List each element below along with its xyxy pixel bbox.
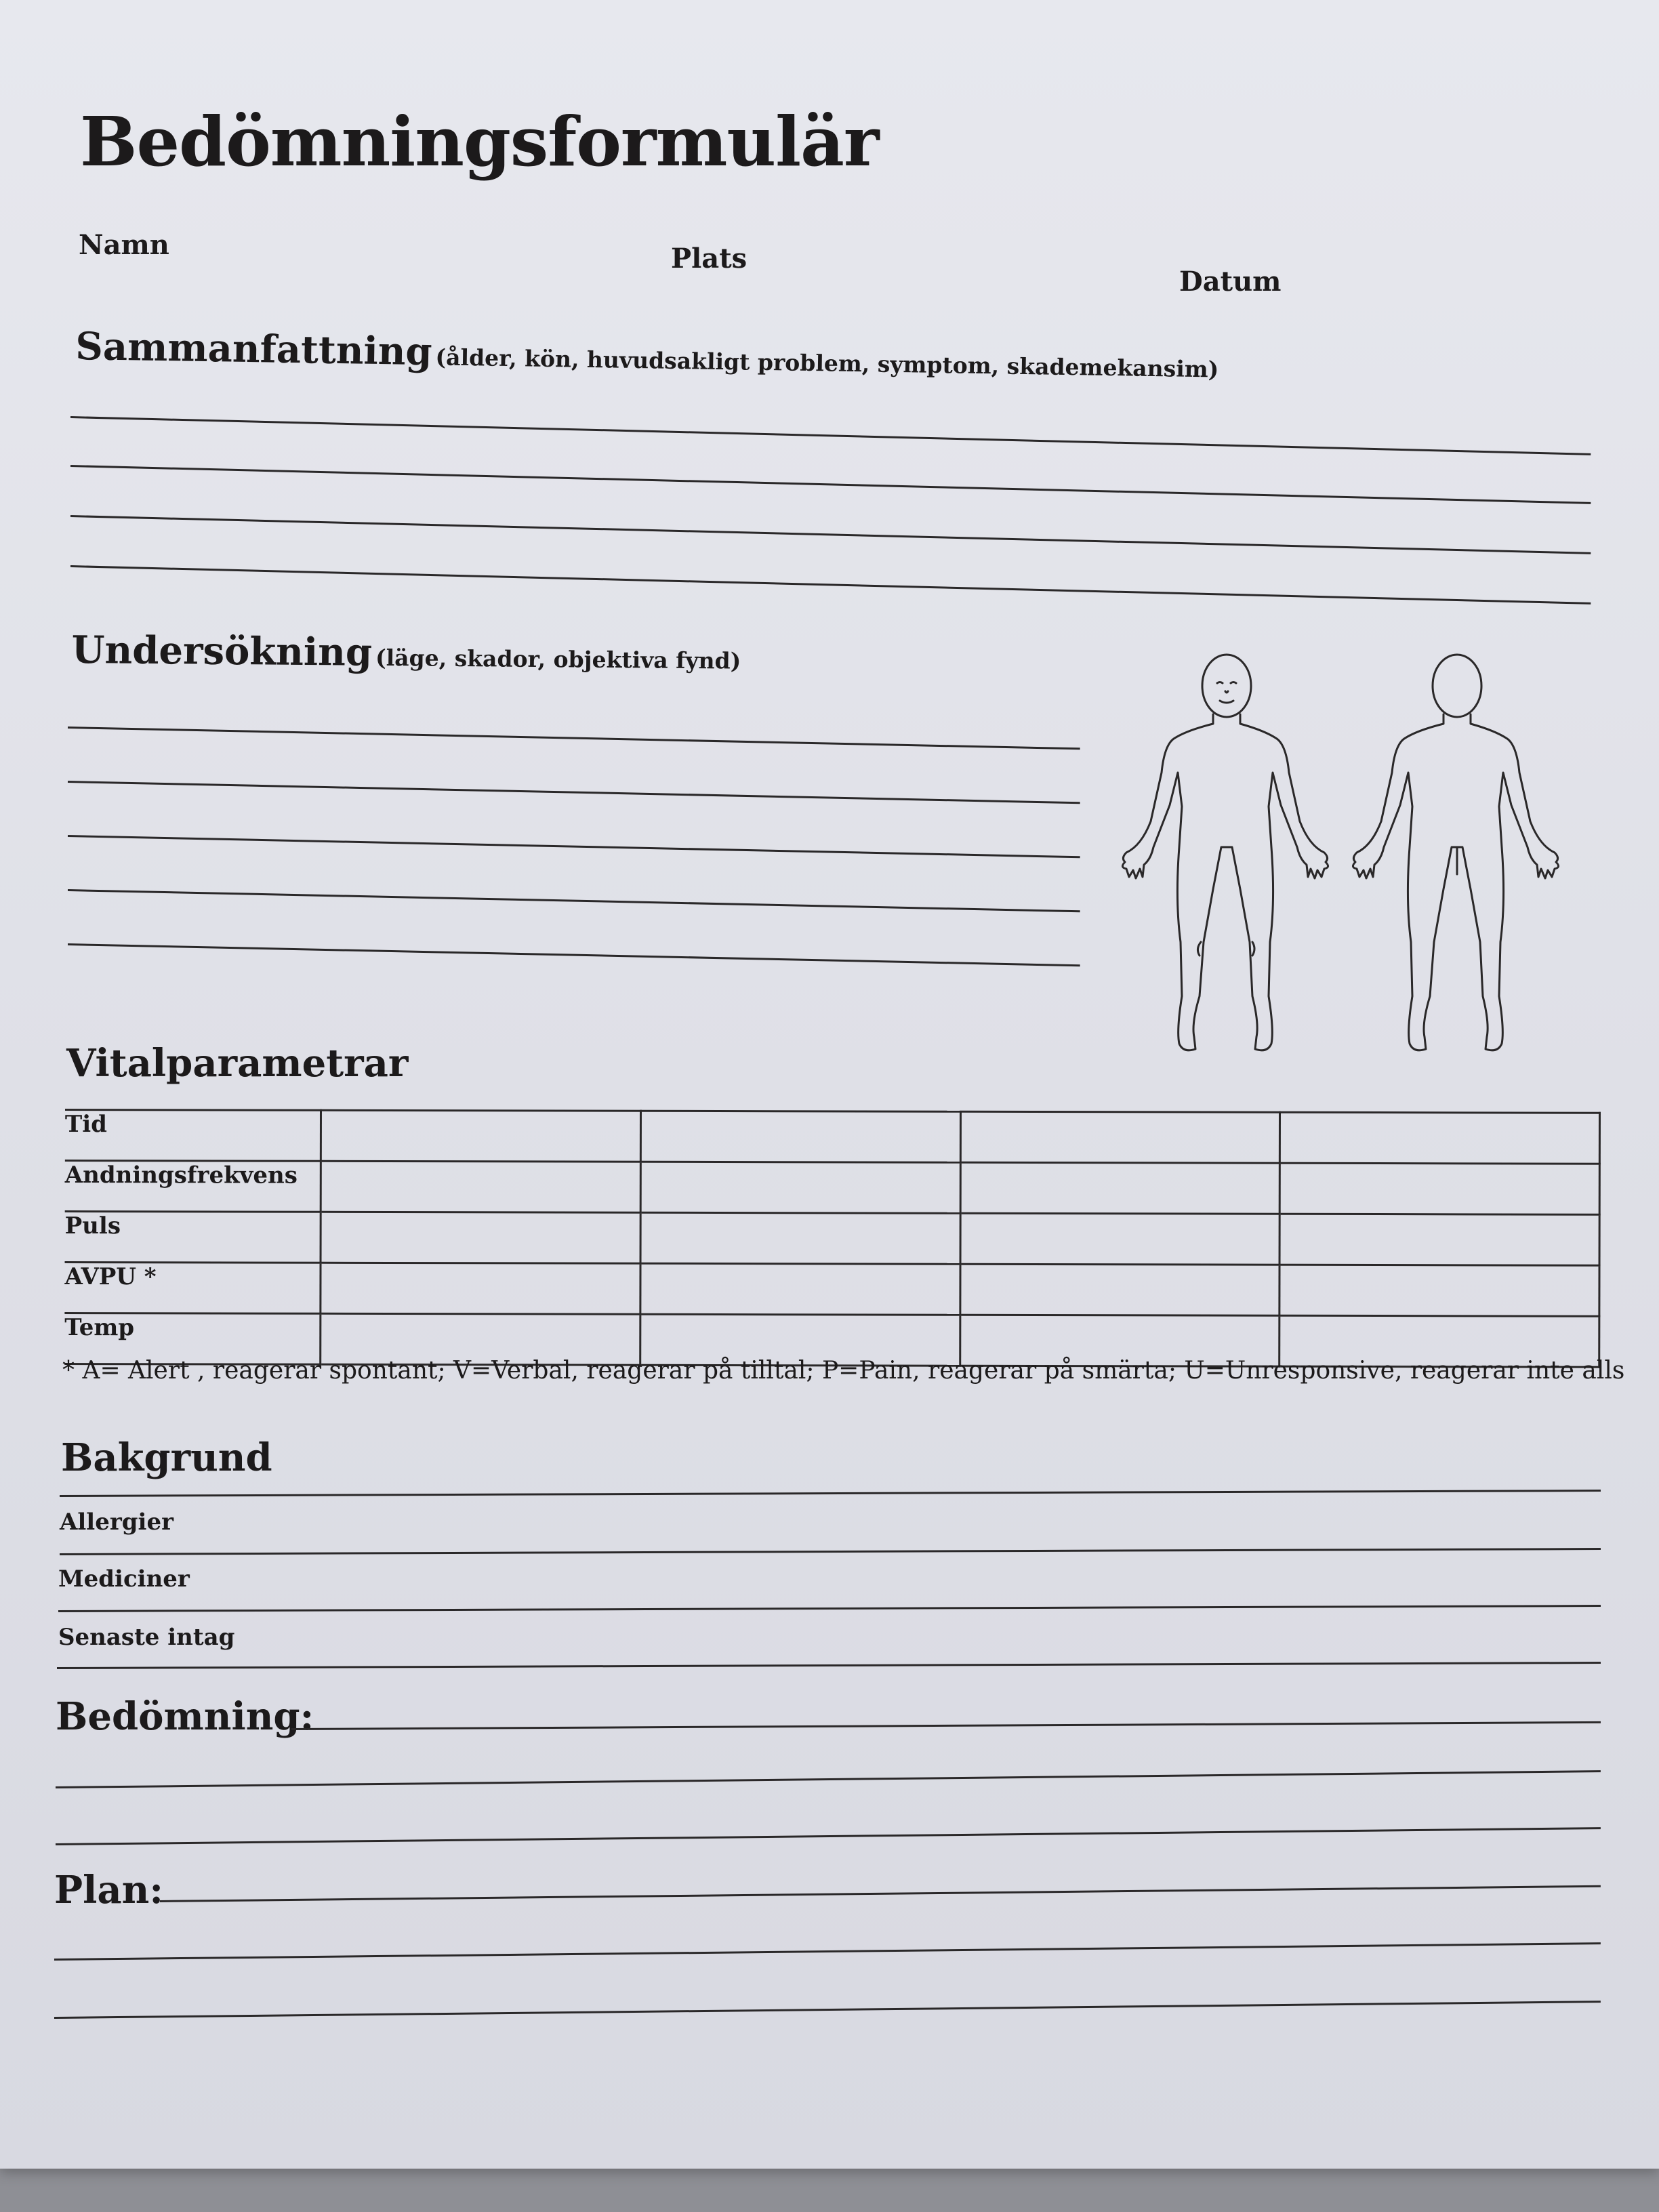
examination-line-3[interactable] (68, 835, 1080, 858)
plan-line-2[interactable] (54, 1942, 1601, 1961)
summary-line-4[interactable] (70, 565, 1591, 605)
examination-heading: Undersökning (71, 628, 373, 675)
table-row (65, 1211, 1600, 1265)
examination-hint: (läge, skador, objektiva fynd) (375, 644, 741, 674)
examination-line-2[interactable] (68, 781, 1080, 804)
vitals-cell[interactable] (321, 1110, 640, 1162)
plan-line-1[interactable] (160, 1885, 1601, 1902)
vitals-heading: Vitalparametrar (66, 1041, 409, 1086)
examination-line-4[interactable] (68, 889, 1080, 912)
vitals-cell[interactable] (640, 1162, 960, 1213)
plan-line-3[interactable] (54, 2001, 1601, 2019)
examination-line-1[interactable] (68, 726, 1080, 750)
vitals-cell[interactable] (960, 1111, 1280, 1163)
table-row (64, 1262, 1599, 1316)
background-heading: Bakgrund (61, 1435, 272, 1480)
summary-heading: Sammanfattning (75, 324, 433, 375)
table-row (65, 1160, 1600, 1214)
vitals-row-label: Andningsfrekvens (64, 1161, 298, 1189)
assessment-line-1[interactable] (291, 1721, 1601, 1730)
allergies-line[interactable] (60, 1548, 1601, 1555)
vitals-table (64, 1109, 1601, 1368)
examination-line-5[interactable] (68, 943, 1080, 966)
vitals-cell[interactable] (321, 1263, 640, 1314)
last-intake-label: Senaste intag (58, 1624, 235, 1651)
medications-label: Mediciner (58, 1565, 190, 1593)
summary-section-heading (75, 324, 1219, 386)
table-row (65, 1110, 1600, 1164)
vitals-cell[interactable] (960, 1213, 1280, 1265)
vitals-cell[interactable] (1279, 1265, 1599, 1316)
vitals-cell[interactable] (321, 1161, 640, 1212)
vitals-cell[interactable] (1279, 1214, 1599, 1265)
background-line (60, 1490, 1601, 1497)
summary-line-1[interactable] (70, 416, 1591, 455)
vitals-row-label: Puls (64, 1212, 121, 1240)
vitals-row-label: AVPU * (64, 1263, 157, 1291)
assessment-label: Bedömning: (56, 1694, 314, 1739)
vitals-cell[interactable] (321, 1212, 640, 1263)
assessment-line-2[interactable] (56, 1770, 1601, 1788)
vitals-cell[interactable] (640, 1111, 960, 1162)
body-back-figure (1353, 655, 1558, 1050)
vitals-cell[interactable] (1279, 1163, 1599, 1214)
summary-hint: (ålder, kön, huvudsakligt problem, symptom, skademekansim) (435, 344, 1219, 383)
body-diagram[interactable] (1111, 644, 1572, 1078)
summary-line-3[interactable] (70, 515, 1591, 554)
vitals-cell[interactable] (640, 1212, 960, 1264)
examination-section-heading (71, 628, 741, 678)
vitals-row-label: Temp (64, 1313, 135, 1342)
medications-line[interactable] (58, 1605, 1601, 1612)
allergies-label: Allergier (60, 1509, 173, 1536)
date-label: Datum (1179, 266, 1282, 298)
assessment-line-3[interactable] (56, 1827, 1601, 1845)
vitals-row-label: Tid (64, 1111, 107, 1139)
summary-line-2[interactable] (70, 465, 1591, 504)
place-label: Plats (671, 243, 747, 274)
vitals-cell[interactable] (640, 1263, 960, 1315)
avpu-footnote: * A= Alert , reagerar spontant; V=Verbal, reagerar på tilltal; P=Pain, reagerar på smärta; U=Unresponsive, reagerar inte alls (62, 1357, 1625, 1385)
last-intake-line[interactable] (57, 1662, 1601, 1669)
page-title: Bedömningsformulär (80, 102, 879, 182)
vitals-cell[interactable] (1280, 1112, 1600, 1164)
body-front-figure (1122, 655, 1328, 1050)
name-label: Namn (79, 229, 169, 261)
plan-label: Plan: (54, 1868, 164, 1912)
vitals-cell[interactable] (960, 1162, 1280, 1214)
vitals-cell[interactable] (960, 1264, 1279, 1315)
